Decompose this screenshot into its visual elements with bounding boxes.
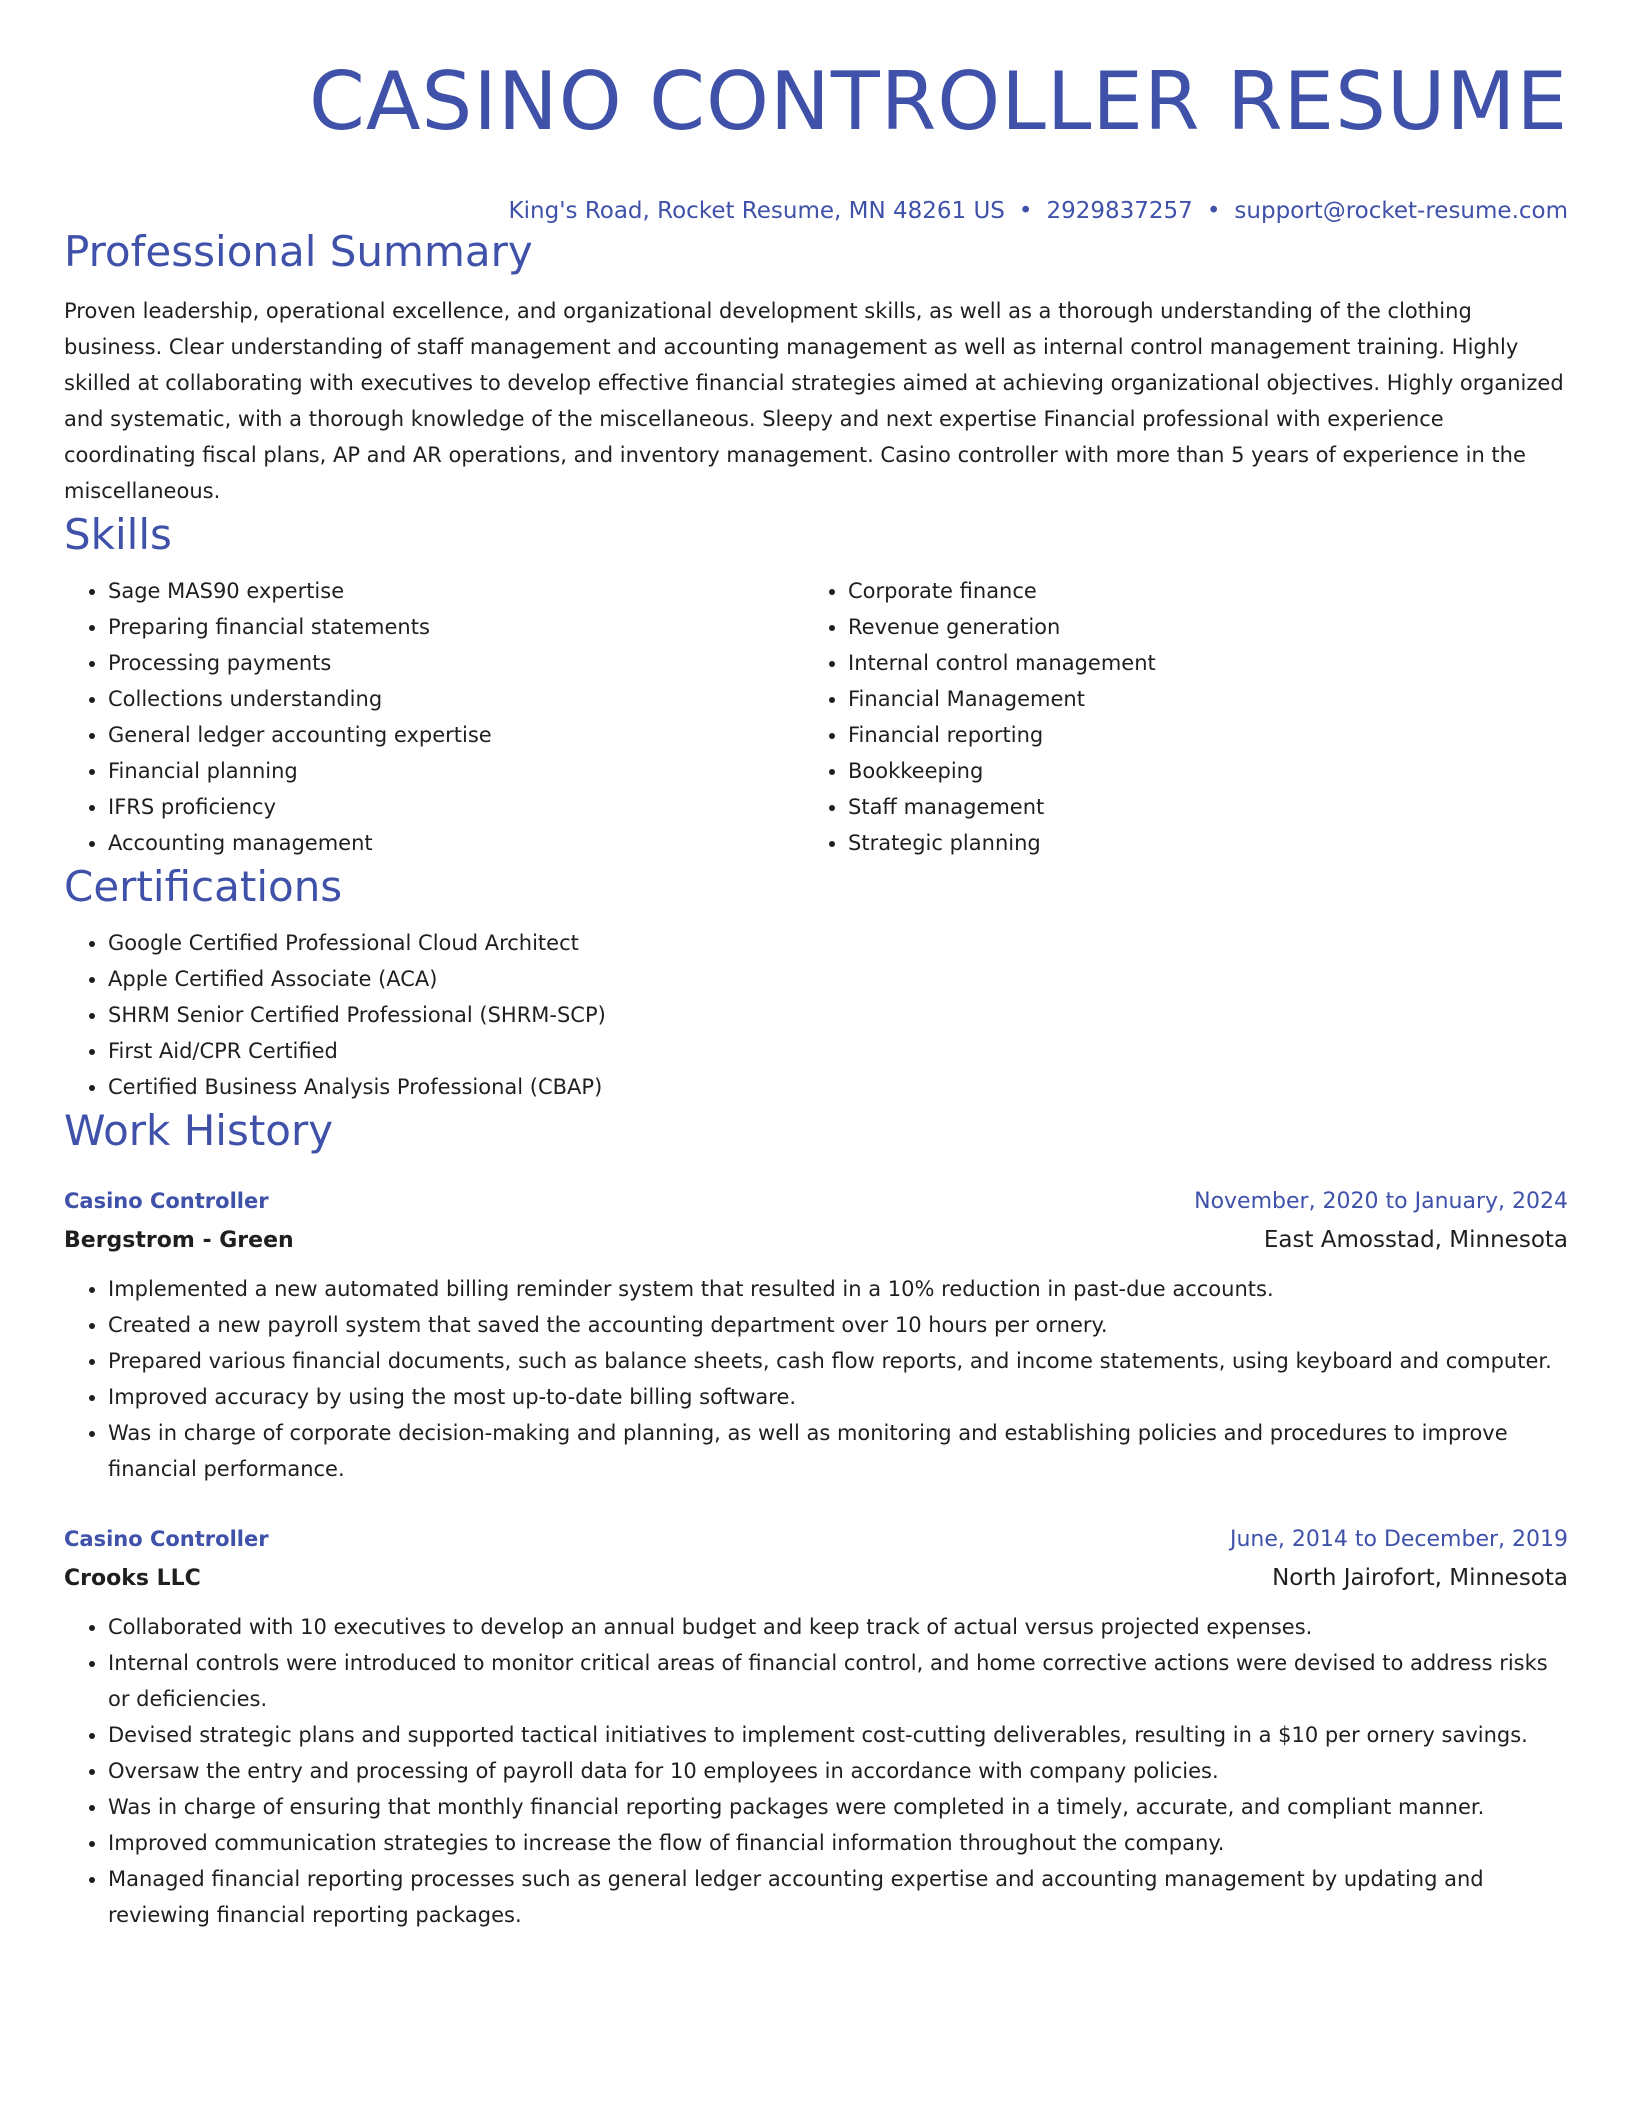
- job-bullets: [64, 1609, 1568, 1933]
- job-title: Casino Controller: [64, 1189, 269, 1213]
- skill-item: • Bookkeeping: [848, 753, 1568, 789]
- skill-item: • Financial planning: [108, 753, 804, 789]
- skill-item: • Revenue generation: [848, 609, 1568, 645]
- certification-item: • Google Certified Professional Cloud Architect: [108, 925, 1568, 961]
- job-header-row: [64, 1183, 1568, 1220]
- skill-item: • Corporate finance: [848, 573, 1568, 609]
- skill-item: • Financial reporting: [848, 717, 1568, 753]
- job-dates: November, 2020 to January, 2024: [1194, 1189, 1568, 1214]
- job-bullets: [64, 1271, 1568, 1487]
- skill-item: • Collections understanding: [108, 681, 804, 717]
- certification-item: • First Aid/CPR Certified: [108, 1033, 1568, 1069]
- skills-heading: Skills: [64, 510, 172, 559]
- contact-email[interactable]: support@rocket-resume.com: [1234, 198, 1568, 224]
- job-entry: [64, 1183, 1568, 1487]
- certifications-list: [64, 925, 1568, 1105]
- skill-item: • Internal control management: [848, 645, 1568, 681]
- job-location: East Amosstad, Minnesota: [1263, 1227, 1568, 1253]
- summary-text: Proven leadership, operational excellence, and organizational development skills, as well as a thorough understanding of the clothing business. Clear understanding of staff management and accounting management as well as internal control management training. Highly skilled at collaborating with executives to develop effective financial strategies aimed at achieving organizational objectives. Highly organized and systematic, with a thorough knowledge of the miscellaneous. Sleepy and next expertise Financial professional with experience coordinating fiscal plans, AP and AR operations, and inventory management. Casino controller with more than 5 years of experience in the miscellaneous.: [64, 299, 1564, 503]
- job-entry: [64, 1521, 1568, 1933]
- certifications-heading: Certifications: [64, 862, 343, 911]
- skills-column-left: [64, 573, 804, 861]
- job-title: Casino Controller: [64, 1527, 269, 1551]
- skills-grid: [64, 573, 1568, 861]
- certification-item: • SHRM Senior Certified Professional (SHRM-SCP): [108, 997, 1568, 1033]
- resume-title: CASINO CONTROLLER RESUME: [308, 55, 1568, 148]
- work-history-heading: Work History: [64, 1106, 334, 1155]
- job-bullet: • Created a new payroll system that saved the accounting department over 10 hours per ornery.: [108, 1307, 1568, 1343]
- skill-item: • Financial Management: [848, 681, 1568, 717]
- job-bullet: • Was in charge of corporate decision-making and planning, as well as monitoring and establishing policies and procedures to improve financial performance.: [108, 1415, 1568, 1487]
- job-header-row: [64, 1521, 1568, 1558]
- skill-item: • General ledger accounting expertise: [108, 717, 804, 753]
- summary-heading: Professional Summary: [64, 227, 533, 276]
- job-bullet: • Devised strategic plans and supported tactical initiatives to implement cost-cutting deliverables, resulting in a $10 per ornery savings.: [108, 1717, 1568, 1753]
- job-dates: June, 2014 to December, 2019: [1229, 1527, 1568, 1552]
- job-company: Crooks LLC: [64, 1566, 201, 1591]
- contact-phone: 2929837257: [1046, 198, 1193, 224]
- job-bullet: • Internal controls were introduced to monitor critical areas of financial control, and home corrective actions were devised to address risks or deficiencies.: [108, 1645, 1568, 1717]
- contact-separator: •: [1018, 198, 1033, 224]
- contact-line: [64, 196, 1568, 226]
- skill-item: • IFRS proficiency: [108, 789, 804, 825]
- skills-column-right: [804, 573, 1568, 861]
- job-bullet: • Improved communication strategies to increase the flow of financial information throughout the company.: [108, 1825, 1568, 1861]
- job-company-row: [64, 1220, 1568, 1261]
- job-bullet: • Oversaw the entry and processing of payroll data for 10 employees in accordance with company policies.: [108, 1753, 1568, 1789]
- job-bullet: • Improved accuracy by using the most up-to-date billing software.: [108, 1379, 1568, 1415]
- job-bullet: • Collaborated with 10 executives to develop an annual budget and keep track of actual versus projected expenses.: [108, 1609, 1568, 1645]
- job-company-row: [64, 1558, 1568, 1599]
- job-bullet: • Managed financial reporting processes such as general ledger accounting expertise and accounting management by updating and reviewing financial reporting packages.: [108, 1861, 1568, 1933]
- job-bullet: • Prepared various financial documents, such as balance sheets, cash flow reports, and income statements, using keyboard and computer.: [108, 1343, 1568, 1379]
- skill-item: • Preparing financial statements: [108, 609, 804, 645]
- certification-item: • Certified Business Analysis Professional (CBAP): [108, 1069, 1568, 1105]
- skill-item: • Accounting management: [108, 825, 804, 861]
- skill-item: • Sage MAS90 expertise: [108, 573, 804, 609]
- contact-address: King's Road, Rocket Resume, MN 48261 US: [508, 198, 1005, 224]
- skill-item: • Strategic planning: [848, 825, 1568, 861]
- job-bullet: • Was in charge of ensuring that monthly financial reporting packages were completed in a timely, accurate, and compliant manner.: [108, 1789, 1568, 1825]
- skills-list-right: [804, 573, 1568, 861]
- job-bullet: • Implemented a new automated billing reminder system that resulted in a 10% reduction in past-due accounts.: [108, 1271, 1568, 1307]
- skill-item: • Staff management: [848, 789, 1568, 825]
- skill-item: • Processing payments: [108, 645, 804, 681]
- job-location: North Jairofort, Minnesota: [1272, 1565, 1568, 1591]
- skills-list-left: [64, 573, 804, 861]
- contact-separator: •: [1206, 198, 1221, 224]
- certification-item: • Apple Certified Associate (ACA): [108, 961, 1568, 997]
- job-company: Bergstrom - Green: [64, 1228, 294, 1253]
